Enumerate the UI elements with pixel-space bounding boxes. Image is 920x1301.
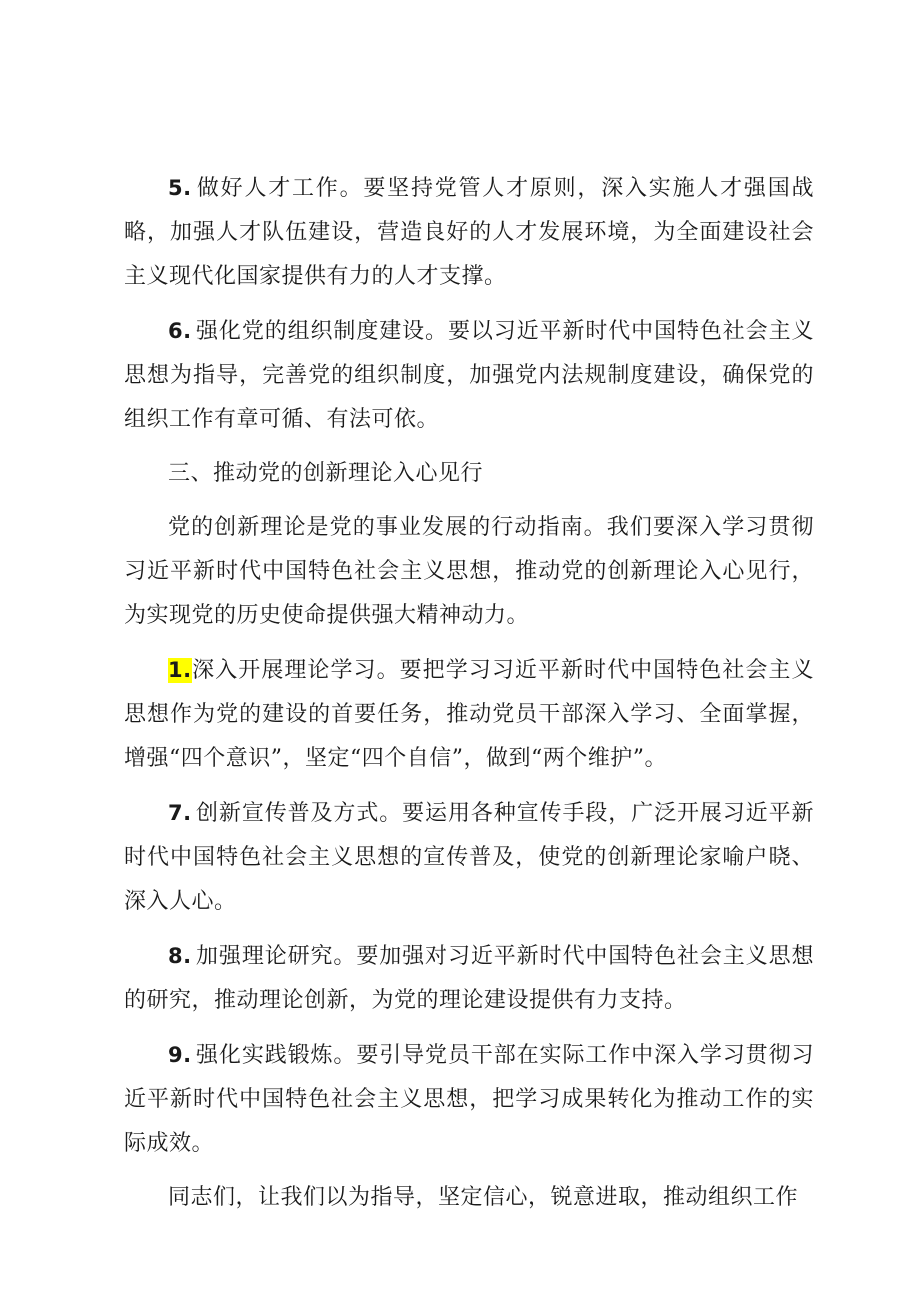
paragraph-item-9 <box>124 1033 814 1166</box>
item-separator: . <box>183 658 192 682</box>
item-separator: . <box>183 176 192 200</box>
highlighted-number <box>168 658 192 683</box>
paragraph-item-6 <box>124 309 814 442</box>
item-number: 1 <box>168 658 184 682</box>
paragraph-item-1 <box>124 648 814 781</box>
section-heading-text: 三、推动党的创新理论入心见行 <box>168 461 484 486</box>
paragraph-text: 同志们，让我们以为指导，坚定信心，锐意进取，推动组织工作 <box>168 1185 799 1210</box>
item-number: 7 <box>168 801 184 825</box>
item-number: 6 <box>168 319 184 343</box>
item-separator: . <box>183 944 192 968</box>
paragraph-text: 做好人才工作。要坚持党管人才原则，深入实施人才强国战略，加强人才队伍建设，营造良好的人才发展环境，为全面建设社会主义现代化国家提供有力的人才支撑。 <box>124 176 814 289</box>
paragraph-intro <box>124 506 814 638</box>
item-separator: . <box>183 801 192 825</box>
paragraph-text: 强化党的组织制度建设。要以习近平新时代中国特色社会主义思想为指导，完善党的组织制度，加强党内法规制度建设，确保党的组织工作有章可循、有法可依。 <box>124 319 814 432</box>
section-heading <box>124 452 814 496</box>
paragraph-closing <box>124 1176 814 1220</box>
document-body <box>124 166 814 1230</box>
item-separator: . <box>183 319 192 343</box>
item-number: 9 <box>168 1043 184 1067</box>
item-number: 8 <box>168 944 184 968</box>
paragraph-text: 加强理论研究。要加强对习近平新时代中国特色社会主义思想的研究，推动理论创新，为党的理论建设提供有力支持。 <box>124 944 814 1013</box>
paragraph-text: 强化实践锻炼。要引导党员干部在实际工作中深入学习贯彻习近平新时代中国特色社会主义思想，把学习成果转化为推动工作的实际成效。 <box>124 1043 814 1156</box>
item-separator: . <box>183 1043 192 1067</box>
paragraph-text: 党的创新理论是党的事业发展的行动指南。我们要深入学习贯彻习近平新时代中国特色社会主义思想，推动党的创新理论入心见行，为实现党的历史使命提供强大精神动力。 <box>124 515 814 628</box>
paragraph-text: 深入开展理论学习。要把学习习近平新时代中国特色社会主义思想作为党的建设的首要任务，推动党员干部深入学习、全面掌握，增强“四个意识”，坚定“四个自信”，做到“两个维护”。 <box>124 658 814 771</box>
paragraph-text: 创新宣传普及方式。要运用各种宣传手段，广泛开展习近平新时代中国特色社会主义思想的宣传普及，使党的创新理论家喻户晓、深入人心。 <box>124 801 814 914</box>
item-number: 5 <box>168 176 184 200</box>
paragraph-item-7 <box>124 791 814 924</box>
paragraph-item-5 <box>124 166 814 299</box>
paragraph-item-8 <box>124 934 814 1023</box>
